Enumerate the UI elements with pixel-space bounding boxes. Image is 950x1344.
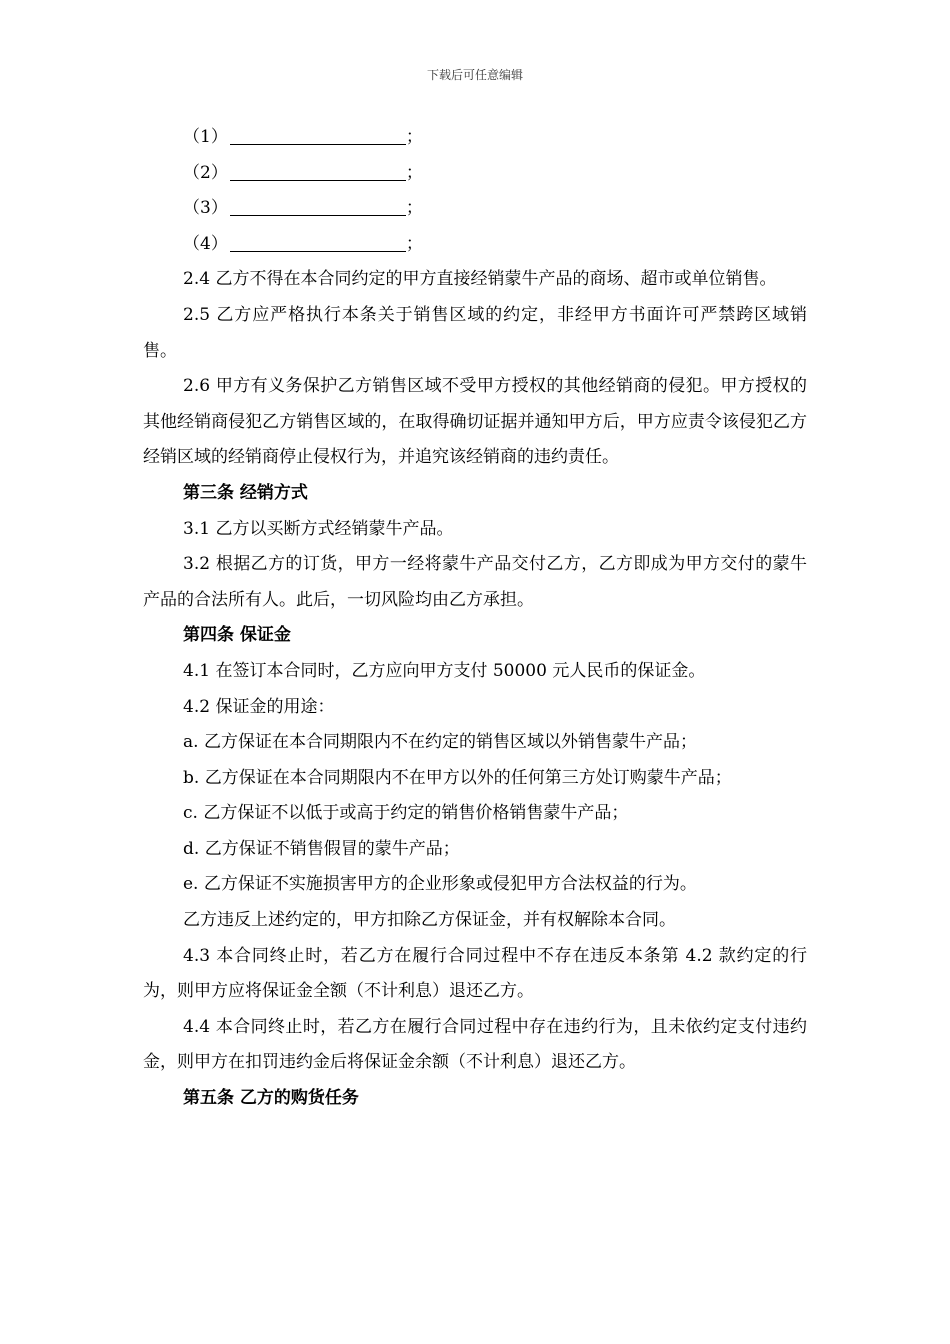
blank-item-3 [143, 191, 807, 227]
clause-4-3: 4.3 本合同终止时，若乙方在履行合同过程中不存在违反本条第 4.2 款约定的行为，则甲方应将保证金全额（不计利息）退还乙方。 [143, 945, 807, 1002]
clause-4-2: 4.2 保证金的用途： [183, 696, 335, 717]
blank-item-end: ； [405, 162, 423, 183]
contract-body [143, 120, 807, 1117]
header-note: 下载后可任意编辑 [426, 68, 523, 82]
blank-item-end: ； [405, 127, 423, 147]
clause-3-2: 3.2 根据乙方的订货，甲方一经将蒙牛产品交付乙方，乙方即成为甲方交付的蒙牛产品的合法所有人。此后，一切风险均由乙方承担。 [143, 554, 807, 610]
article-4-title: 第四条 保证金 [183, 625, 291, 646]
clause-4-2-b: b. 乙方保证在本合同期限内不在甲方以外的任何第三方处订购蒙牛产品； [183, 767, 732, 788]
clause-4-1: 4.1 在签订本合同时，乙方应向甲方支付 50000 元人民币的保证金。 [183, 660, 706, 681]
blank-item-4 [143, 227, 807, 263]
blank-item-label: （3） [183, 198, 228, 219]
blank-item-label: （4） [183, 233, 228, 254]
blank-item-2 [143, 156, 807, 192]
fill-in-blank[interactable] [230, 124, 406, 145]
article-3-title: 第三条 经销方式 [183, 482, 308, 503]
blank-item-label: （2） [183, 162, 228, 183]
clause-3-1: 3.1 乙方以买断方式经销蒙牛产品。 [183, 518, 454, 539]
clause-4-2-d: d. 乙方保证不销售假冒的蒙牛产品； [183, 838, 460, 859]
clause-4-2-a: a. 乙方保证在本合同期限内不在约定的销售区域以外销售蒙牛产品； [183, 732, 697, 753]
clause-4-2-tail: 乙方违反上述约定的，甲方扣除乙方保证金，并有权解除本合同。 [183, 910, 676, 931]
blank-item-end: ； [405, 198, 423, 219]
clause-4-4: 4.4 本合同终止时，若乙方在履行合同过程中存在违约行为，且未依约定支付违约金，则甲方在扣罚违约金后将保证金余额（不计利息）退还乙方。 [143, 1016, 807, 1073]
clause-4-2-c: c. 乙方保证不以低于或高于约定的销售价格销售蒙牛产品； [183, 803, 629, 824]
blank-item-end: ； [405, 233, 423, 254]
blank-item-1 [143, 120, 807, 156]
fill-in-blank[interactable] [230, 160, 406, 181]
blank-item-label: （1） [183, 127, 228, 147]
clause-2-6: 2.6 甲方有义务保护乙方销售区域不受甲方授权的其他经销商的侵犯。甲方授权的其他经销商侵犯乙方销售区域的，在取得确切证据并通知甲方后，甲方应责令该侵犯乙方经销区域的经销商停止侵权行为，并追究该经销商的违约责任。 [143, 376, 807, 468]
fill-in-blank[interactable] [230, 231, 406, 252]
clause-2-5: 2.5 乙方应严格执行本条关于销售区域的约定，非经甲方书面许可严禁跨区域销售。 [143, 304, 807, 361]
clause-4-2-e: e. 乙方保证不实施损害甲方的企业形象或侵犯甲方合法权益的行为。 [183, 874, 697, 895]
article-5-title: 第五条 乙方的购货任务 [183, 1088, 359, 1109]
fill-in-blank[interactable] [230, 195, 406, 216]
clause-2-4: 2.4 乙方不得在本合同约定的甲方直接经销蒙牛产品的商场、超市或单位销售。 [183, 269, 777, 290]
